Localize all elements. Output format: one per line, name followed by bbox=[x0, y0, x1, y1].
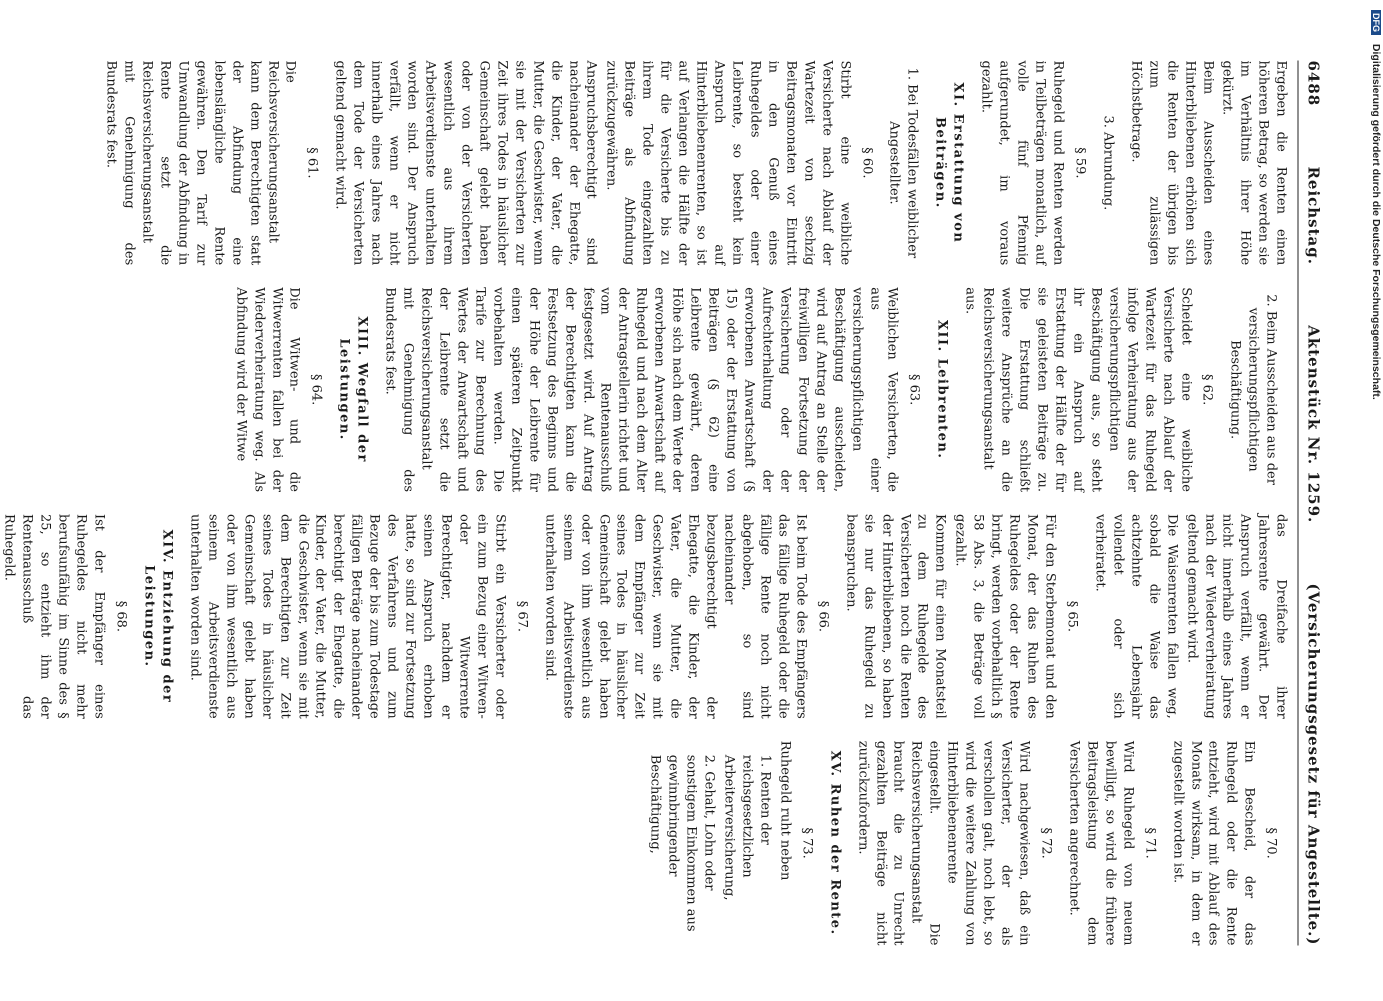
scanned-page bbox=[0, 1, 1383, 1001]
subsection-heading: 2. Beim Ausscheiden aus der versicherungspflichtigen Beschäftigung. bbox=[1227, 294, 1279, 485]
section-number: § 64. bbox=[308, 373, 324, 406]
section-number: § 61. bbox=[304, 147, 320, 179]
paragraph: Ruhegeld und Renten werden in Teilbeträgen monatlich, auf volle fünf Pfennig aufgerundet, im voraus gezahlt. bbox=[978, 60, 1065, 266]
paragraph: Ist beim Tode des Empfängers das fällige Ruhegeld oder die fällige Rente noch nicht abgehoben, so sind nacheinander bezugsberechtigt der Ehegatte, die Kinder, der Vater, die Mutter, die Geschwister, wenn sie mit dem Empfänger zur Zeit seines Todes in häuslicher Gemeinschaft gelebt haben oder von ihm wesentlich aus seinem Arbeitsverdienste unterhalten worden sind. bbox=[541, 514, 808, 719]
section-number: § 68. bbox=[113, 600, 129, 633]
subsection-heading: 3. Abrundung. bbox=[1099, 115, 1115, 211]
section-number: § 67. bbox=[513, 600, 529, 633]
subsection-heading: 1. Bei Todesfällen weiblicher Angestellter. bbox=[886, 67, 920, 259]
page-title: (Versicherungsgesetz für Angestellte.) bbox=[1304, 583, 1322, 946]
chamber-label: Reichstag. bbox=[1304, 166, 1322, 265]
chapter-heading: XV. Ruhen der Rente. bbox=[826, 750, 842, 936]
chapter-heading: XII. Leibrenten. bbox=[934, 319, 950, 460]
text-column-2 bbox=[109, 287, 1289, 492]
text-column-1 bbox=[103, 60, 1289, 266]
section-number: § 62. bbox=[1199, 373, 1215, 406]
section-number: § 63. bbox=[906, 373, 922, 406]
paragraph: Anspruchsberechtigt sind nacheinander der Ehegatte, die Kinder, der Vater, die Mutter, die Geschwister, wenn sie mit der Versicherten zur Zeit ihres Todes in häuslicher Gemeinschaft gelebt haben oder von der Versicherten wesentlich aus ihrem Arbeitsverdienste unterhalten worden sind. Der Anspruch verfällt, wenn er nicht innerhalb eines Jahres nach dem Tode der Versicherten geltend gemacht wird. bbox=[332, 60, 599, 266]
page-header bbox=[1297, 61, 1323, 946]
section-number: § 73. bbox=[798, 827, 814, 859]
paragraph: Beim Ausscheiden eines Hinterbliebenen erhöhen sich die Renten der übrigen bis zum zulässigen Höchstbetrage. bbox=[1127, 60, 1215, 266]
chapter-heading: XIV. Entziehung der Leistungen. bbox=[141, 529, 174, 704]
document-number: Aktenstück Nr. 1259. bbox=[1304, 325, 1322, 524]
section-number: § 72. bbox=[1038, 827, 1053, 859]
paragraph: Scheidet eine weibliche Versicherte nach Ablauf der Wartezeit für das Ruhegeld infolge Verheiratung aus der versicherungspflichtigen Beschäftigung aus, so steht ihr ein Anspruch auf Erstattung der Hälfte der für sie geleisteten Beiträge zu. Die Erstattung schließt weitere Ansprüche an die Reichsversicherungsanstalt aus. bbox=[962, 287, 1193, 492]
paragraph: Die Witwen- und die Witwerrenten fallen bei der Wiederverheiratung weg. Als Abfindung wird der Witwe bbox=[232, 287, 302, 492]
paragraph: Weiblichen Versicherten, die aus einer versicherungspflichtigen Beschäftigung ausscheiden, wird auf Antrag an Stelle der freiwilligen Fortsetzung der Versicherung oder der Aufrechterhaltung der erworbenen Anwartschaft (§ 15) oder der Erstattung von Beiträgen (§ 62) eine Leibrente gewährt, deren Höhe sich nach dem Werte der erworbenen Anwartschaft auf Ruhegeld und nach dem Alter der Antragstellerin richtet und vom Rentenausschuß festgesetzt wird. Auf Antrag der Berechtigten kann die Festsetzung des Beginns und der Höhe der Leibrente für einen späteren Zeitpunkt vorbehalten werden. Die Tarife zur Berechnung des Wertes der Anwartschaft und der Leibrente setzt die Reichsversicherungsanstalt mit Genehmigung des Bundesrats fest. bbox=[382, 287, 900, 492]
paragraph: Wird nachgewiesen, daß ein Versicherter, der als verschollen galt, noch lebt, so wird die weitere Zahlung von Hinterbliebenenrente eingestellt. Die Reichsversicherungsanstalt braucht die zu Unrecht gezahlten Beiträge nicht zurückzufordern. bbox=[854, 740, 1032, 946]
chapter-heading: XIII. Wegfall der Leistungen. bbox=[336, 316, 370, 463]
paragraph: Für den Sterbemonat und den Monat, der das Ruhen des Ruhegeldes oder der Rente bringt, werden vorbehaltlich § 58 Abs. 3, die Beträge voll gezahlt. bbox=[952, 514, 1058, 719]
paragraph: Ruhegeld ruht neben bbox=[776, 740, 792, 881]
paragraph: Ist der Empfänger eines Ruhegeldes nicht mehr berufsunfähig im Sinne des § 25, so entzieht ihm der Rentenausschuß das Ruhegeld. bbox=[1, 514, 107, 719]
text-column-3 bbox=[1, 514, 1289, 719]
digitization-note: Digitalisierung gefördert durch die Deutsche Forschungsgemeinschaft. bbox=[1370, 43, 1382, 400]
page-number: 6488 bbox=[1304, 60, 1322, 107]
list-item: 2. Gehalt, Lohn oder sonstigem Einkommen aus gewinnbringender Beschäftigung, bbox=[647, 754, 717, 932]
section-number: § 70. bbox=[1263, 827, 1279, 859]
text-column-4 bbox=[109, 741, 1289, 946]
section-number: § 66. bbox=[814, 600, 830, 633]
paragraph: Stirbt ein Versicherter oder ein zum Bezug einer Witwen- oder Witwerrente Berechtigter, nachdem er seinen Anspruch erhoben hatte, so sind zur Fortsetzung des Verfahrens und zum Bezuge der bis zum Todestage fälligen Beträge nacheinander berechtigt der Ehegatte, die Kinder, der Vater, die Mutter, die Geschwister, wenn sie mit dem Berechtigten zur Zeit seines Todes in häuslicher Gemeinschaft gelebt haben oder von ihm wesentlich aus seinem Arbeitsverdienste unterhalten worden sind. bbox=[186, 514, 507, 719]
section-number: § 59. bbox=[1071, 147, 1087, 179]
paragraph: Die Reichsversicherungsanstalt kann dem Berechtigten statt der Abfindung eine lebenslängliche Rente gewähren. Den Tarif zur Umwandlung der Abfindung in Rente setzt die Reichsversicherungsanstalt mit Genehmigung des Bundesrats fest. bbox=[103, 60, 298, 266]
paragraph: Kommen für einen Monatsteil zu dem Ruhegelde des Versicherten noch die Renten der Hinterbliebenen, so haben sie nur das Ruhegeld zu beanspruchen. bbox=[842, 514, 948, 719]
paragraph: Wird Ruhegeld von neuem bewilligt, so wird die frühere Beitragsleistung dem Versicherten angerechnet. bbox=[1065, 740, 1135, 946]
list-item: 1. Renten der reichsgesetzlichen Arbeiterversicherung, bbox=[721, 754, 772, 901]
digitization-credit bbox=[1366, 10, 1382, 800]
chapter-heading: XI. Erstattung von Beiträgen. bbox=[932, 82, 966, 244]
paragraph: Die Waisenrenten fallen weg, sobald die Waise das achtzehnte Lebensjahr vollendet oder sich verheiratet. bbox=[1091, 514, 1179, 719]
dfg-logo: DFG bbox=[1371, 10, 1381, 35]
section-number: § 71. bbox=[1141, 827, 1157, 859]
section-number: § 65. bbox=[1064, 600, 1079, 633]
paragraph: Ergeben die Renten einen höheren Betrag, so werden sie im Verhältnis ihrer Höhe gekürzt. bbox=[1219, 60, 1289, 266]
paragraph: das Dreifache ihrer Jahresrente gewährt. Der Anspruch verfällt, wenn er nicht innerhalb eines Jahres nach der Wiederverheiratung geltend gemacht wird. bbox=[1183, 514, 1289, 719]
section-number: § 60. bbox=[858, 147, 874, 179]
enumerated-list bbox=[645, 741, 773, 946]
paragraph: Stirbt eine weibliche Versicherte nach Ablauf der Wartezeit von sechzig Beitragsmonaten vor Eintritt in den Genuß eines Ruhegeldes oder einer Leibrente, so besteht kein Anspruch auf Hinterbliebenenrenten, so ist auf Verlangen die Hälfte der für die Versicherte bis zu ihrem Tode eingezahlten Beiträge als Abfindung zurückzugewähren. bbox=[603, 60, 852, 266]
paragraph: Ein Bescheid, der das Ruhegeld oder die Rente entzieht, wird mit Ablauf des Monats wirksam, in dem er zugestellt worden ist. bbox=[1169, 740, 1257, 946]
